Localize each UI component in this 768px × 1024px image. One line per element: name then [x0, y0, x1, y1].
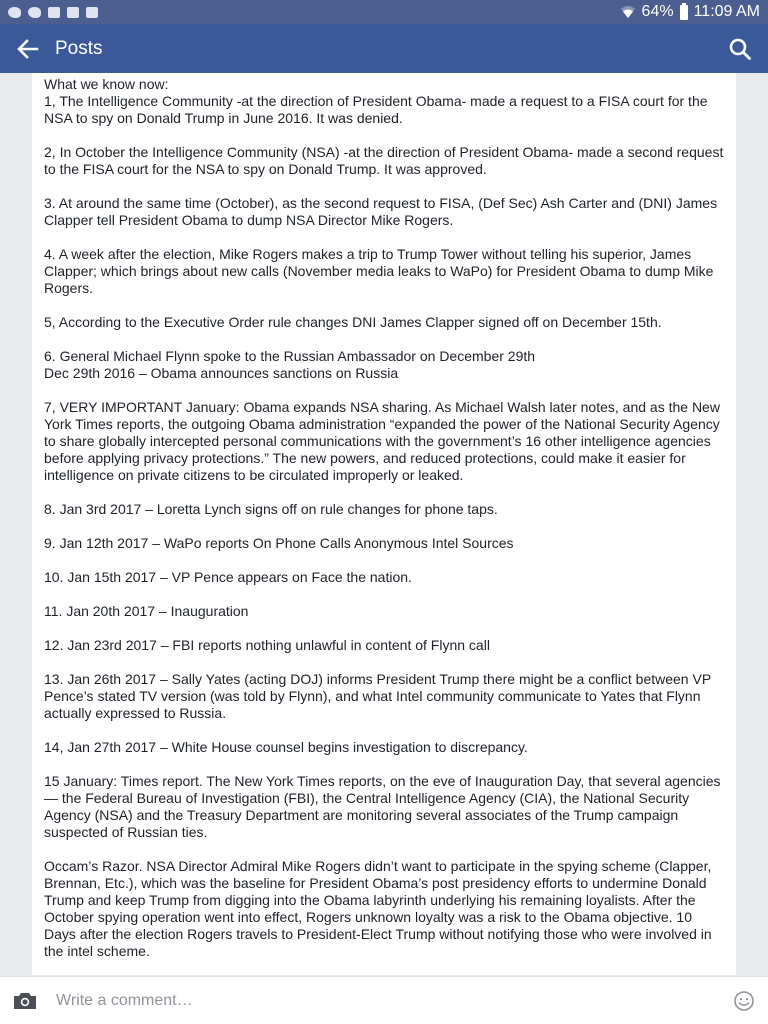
post-paragraph: 6. General Michael Flynn spoke to the Russian Ambassador on December 29th Dec 29th 2016 – Obama announces sanctions on Russia	[44, 348, 536, 381]
battery-level: 64%	[641, 3, 674, 20]
email-icon	[67, 7, 79, 18]
arrow-left-icon	[17, 39, 39, 59]
status-bar	[0, 0, 768, 24]
clock: 11:09 AM	[693, 3, 760, 20]
download-icon	[86, 7, 98, 18]
twitter-icon	[8, 7, 21, 18]
notification-icons	[8, 7, 98, 18]
post-paragraph: 11. Jan 20th 2017 – Inauguration	[44, 603, 249, 619]
camera-icon	[12, 991, 38, 1011]
post-paragraph: 10. Jan 15th 2017 – VP Pence appears on Face the nation.	[44, 569, 412, 585]
emoji-button[interactable]	[720, 977, 768, 1024]
post-paragraph: 12. Jan 23rd 2017 – FBI reports nothing unlawful in content of Flynn call	[44, 637, 490, 653]
post-paragraph: 1, The Intelligence Community -at the direction of President Obama- made a request to a FISA court for the NSA to spy on Donald Trump in June 2016. It was denied.	[44, 93, 708, 126]
post-paragraph: 2, In October the Intelligence Community (NSA) -at the direction of President Obama- made a second request to the FISA court for the NSA to spy on Donald Trump. It was approved.	[44, 144, 724, 177]
post-paragraph: 4. A week after the election, Mike Rogers makes a trip to Trump Tower without telling his superior, James Clapper; which brings about new calls (November media leaks to WaPo) for President Obama to dump Mike Rogers.	[44, 246, 714, 296]
back-button[interactable]	[6, 24, 50, 73]
app-notification-icon	[48, 7, 60, 18]
post-paragraph: 9. Jan 12th 2017 – WaPo reports On Phone Calls Anonymous Intel Sources	[44, 535, 514, 551]
post-paragraph: 14, Jan 27th 2017 – White House counsel begins investigation to discrepancy.	[44, 739, 528, 755]
post-intro: What we know now:	[44, 76, 169, 92]
comment-input[interactable]	[49, 981, 720, 1021]
post-paragraph: 5, According to the Executive Order rule changes DNI James Clapper signed off on December 15th.	[44, 314, 662, 330]
wifi-icon	[620, 5, 636, 19]
page-title: Posts	[55, 37, 103, 59]
post-card	[32, 73, 736, 975]
post-paragraph: 7, VERY IMPORTANT January: Obama expands NSA sharing. As Michael Walsh later notes, and as the New York Times reports, the outgoing Obama administration “expanded the power of the National Security Agency to share globally intercepted personal communications with the government’s 16 other intelligence agencies before applying privacy protections.” The new powers, and reduced protections, could make it easier for intelligence on private citizens to be circulated improperly or leaked.	[44, 399, 720, 483]
post-paragraph: 15 January: Times report. The New York Times reports, on the eve of Inauguration Day, that several agencies — the Federal Bureau of Investigation (FBI), the Central Intelligence Agency (CIA), the National Security Agency (NSA) and the Treasury Department are monitoring several associates of the Trump campaign suspected of Russian ties.	[44, 773, 721, 840]
post-paragraph: 8. Jan 3rd 2017 – Loretta Lynch signs off on rule changes for phone taps.	[44, 501, 498, 517]
post-paragraph: 3. At around the same time (October), as the second request to FISA, (Def Sec) Ash Carter and (DNI) James Clapper tell President Obama to dump NSA Director Mike Rogers.	[44, 195, 718, 228]
search-icon	[729, 38, 751, 60]
camera-button[interactable]	[1, 977, 49, 1024]
app-bar	[0, 24, 768, 73]
search-button[interactable]	[716, 24, 764, 73]
emoji-icon	[733, 990, 755, 1012]
comment-bar	[0, 976, 768, 1024]
post-paragraph: Occam’s Razor. NSA Director Admiral Mike Rogers didn’t want to participate in the spying scheme (Clapper, Brennan, Etc.), which was the baseline for President Obama’s post presidency efforts to undermine Donald Trump and keep Trump from digging into the Obama labyrinth underlying his remaining loyalists. After the October spying operation went into effect, Rogers unknown loyalty was a risk to the Obama objective. 10 Days after the election Rogers travels to President-Elect Trump without notifying those who were involved in the intel scheme.	[44, 858, 712, 959]
post-paragraph: 13. Jan 26th 2017 – Sally Yates (acting DOJ) informs President Trump there might be a conflict between VP Pence’s stated TV version (was told by Flynn), and what Intel community communicate to Yates that Flynn actually expressed to Russia.	[44, 671, 711, 721]
twitter-icon	[28, 7, 41, 18]
battery-icon	[680, 5, 688, 20]
